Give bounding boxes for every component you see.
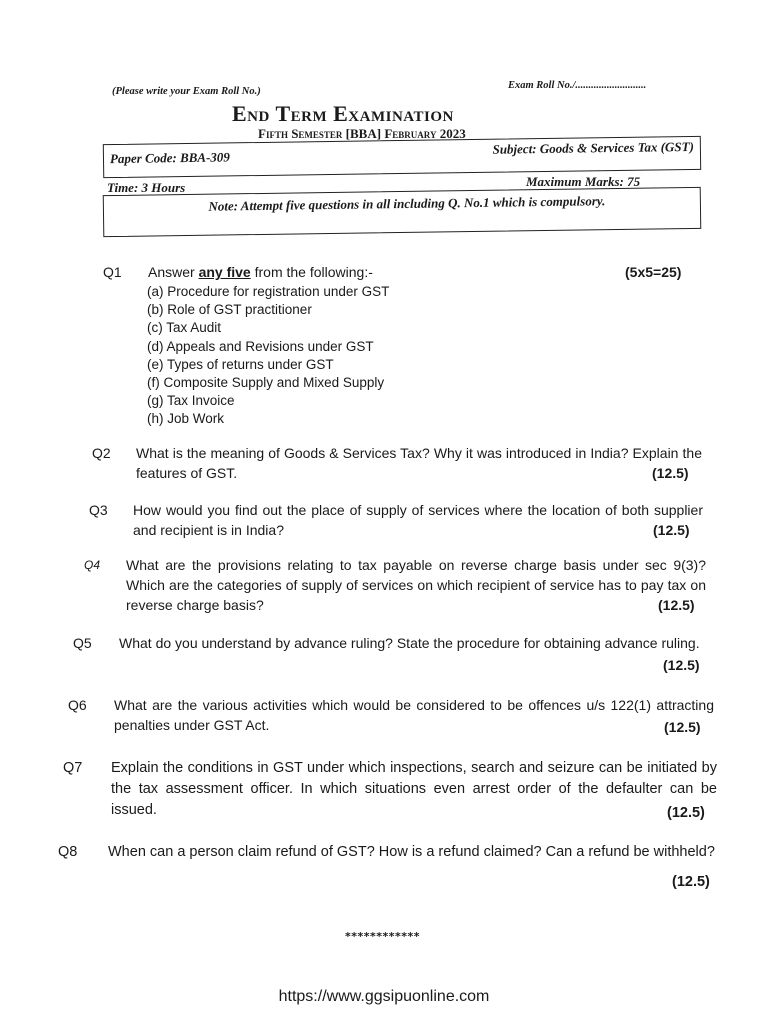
roll-number-instruction: (Please write your Exam Roll No.) [112,86,261,97]
paper-code: Paper Code: BBA-309 [109,149,230,167]
list-item: (a) Procedure for registration under GST [147,284,390,299]
question-marks: (12.5) [652,465,689,481]
subject: Subject: Goods & Services Tax (GST) [492,138,694,157]
question-text: How would you find out the place of supply of services where the location of both supplier and recipient is in India? [133,502,703,538]
exam-title: End Term Examination [232,101,454,126]
list-item: (d) Appeals and Revisions under GST [147,338,374,354]
list-item: (b) Role of GST practitioner [147,302,312,318]
question-text: What is the meaning of Goods & Services Tax? Why it was introduced in India? Explain the features of GST. [136,445,702,481]
question-number: Q4 [84,558,101,572]
question-marks: (12.5) [664,719,701,735]
question-text: What are the various activities which would be considered to be offences u/s 122(1) attracting penalties under GST Act. [114,697,714,733]
question-number: Q6 [68,697,87,713]
question-marks: (12.5) [667,805,705,821]
note-box [103,187,702,237]
question-1-options [147,283,389,429]
question-number: Q5 [73,635,92,651]
lead-text-end: from the following:- [250,264,373,280]
question-marks: (5x5=25) [625,264,682,280]
semester-line: Fifth Semester [BBA] February 2023 [258,126,466,141]
list-item: (e) Types of returns under GST [147,356,334,372]
question-marks: (12.5) [653,522,690,538]
exam-roll-number-field [508,80,646,91]
question-number: Q1 [103,264,122,280]
roll-number-label: Exam Roll No. [508,80,573,91]
question-text: What are the provisions relating to tax payable on reverse charge basis under sec 9(3)? Which are the categories of supply of services on which recipient of service has to pay tax on reverse charge basis? [126,557,706,613]
question-number: Q8 [58,844,78,860]
question-marks: (12.5) [663,657,700,673]
list-item: (g) Tax Invoice [147,393,235,409]
paper-info-box [103,136,701,178]
roll-number-blank: /........................... [572,80,647,91]
question-text: When can a person claim refund of GST? How is a refund claimed? Can a refund be withheld? [108,844,715,860]
question-number: Q7 [63,760,83,776]
footer-url: https://www.ggsipuonline.com [278,988,490,1005]
question-1-lead [148,262,373,282]
lead-text: Answer [148,264,199,280]
end-separator: ************ [345,930,421,943]
time-allowed: Time: 3 Hours [107,180,186,195]
maximum-marks: Maximum Marks: 75 [526,174,641,189]
question-number: Q2 [92,445,111,461]
lead-emphasis: any five [198,264,251,280]
question-marks: (12.5) [672,874,710,890]
question-text: Explain the conditions in GST under which inspections, search and seizure can be initiated by the tax assessment officer. In which situations even arrest order of the defaulter can be issued. [111,760,717,818]
question-marks: (12.5) [658,597,695,613]
question-text: What do you understand by advance ruling? State the procedure for obtaining advance ruling. [119,635,700,651]
list-item: (f) Composite Supply and Mixed Supply [147,375,385,391]
list-item: (h) Job Work [147,411,225,427]
list-item: (c) Tax Audit [147,320,222,336]
question-number: Q3 [89,502,108,518]
instructions-note: Note: Attempt five questions in all including Q. No.1 which is compulsory. [208,193,606,214]
